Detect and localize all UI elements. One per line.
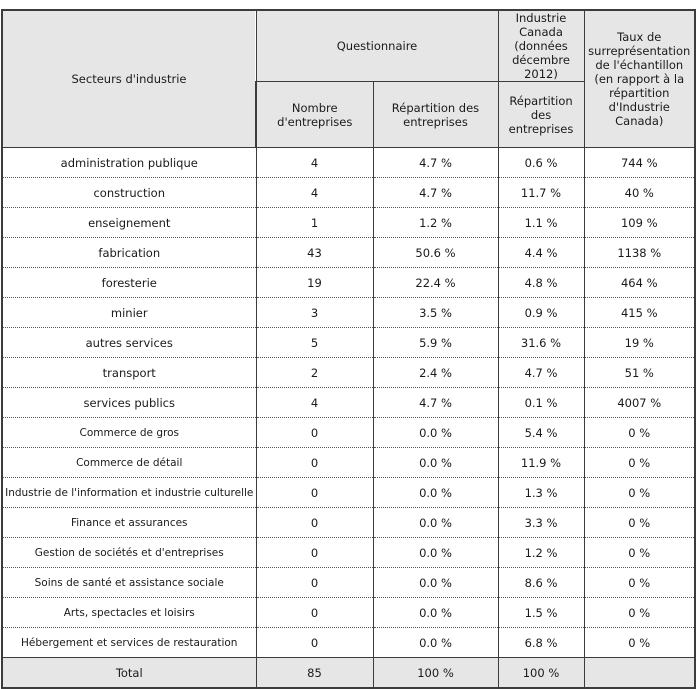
total-label: Total <box>2 658 256 689</box>
cell-ic: 0.6 % <box>498 148 584 178</box>
cell-sector: transport <box>2 358 256 388</box>
table-footer <box>2 658 695 689</box>
cell-sector: foresterie <box>2 268 256 298</box>
cell-sector: Soins de santé et assistance sociale <box>2 568 256 598</box>
cell-count: 0 <box>256 568 373 598</box>
cell-ic: 3.3 % <box>498 508 584 538</box>
header-industrie-canada: Industrie Canada (données décembre 2012) <box>498 10 584 82</box>
header-sector: Secteurs d'industrie <box>2 10 256 148</box>
total-pct: 100 % <box>373 658 498 689</box>
cell-taux: 415 % <box>584 298 695 328</box>
table-row <box>2 508 695 538</box>
cell-count: 3 <box>256 298 373 328</box>
cell-count: 4 <box>256 388 373 418</box>
cell-sector: services publics <box>2 388 256 418</box>
cell-count: 4 <box>256 148 373 178</box>
cell-count: 0 <box>256 418 373 448</box>
table-row <box>2 148 695 178</box>
cell-ic: 4.7 % <box>498 358 584 388</box>
table-row <box>2 448 695 478</box>
cell-ic: 8.6 % <box>498 568 584 598</box>
cell-pct: 5.9 % <box>373 328 498 358</box>
cell-ic: 1.5 % <box>498 598 584 628</box>
cell-sector: Industrie de l'information et industrie culturelle <box>2 478 256 508</box>
cell-ic: 1.1 % <box>498 208 584 238</box>
cell-taux: 109 % <box>584 208 695 238</box>
cell-sector: administration publique <box>2 148 256 178</box>
cell-ic: 1.3 % <box>498 478 584 508</box>
cell-pct: 0.0 % <box>373 478 498 508</box>
cell-pct: 0.0 % <box>373 598 498 628</box>
header-repartition-industrie-canada: Répartition des entreprises <box>498 82 584 148</box>
cell-pct: 4.7 % <box>373 178 498 208</box>
cell-ic: 0.9 % <box>498 298 584 328</box>
cell-pct: 4.7 % <box>373 148 498 178</box>
total-row <box>2 658 695 689</box>
cell-taux: 0 % <box>584 508 695 538</box>
table-row <box>2 388 695 418</box>
cell-count: 0 <box>256 508 373 538</box>
cell-count: 0 <box>256 628 373 658</box>
cell-taux: 51 % <box>584 358 695 388</box>
table-row <box>2 568 695 598</box>
header-questionnaire: Questionnaire <box>256 10 498 82</box>
cell-ic: 11.7 % <box>498 178 584 208</box>
cell-ic: 6.8 % <box>498 628 584 658</box>
table-header <box>2 10 695 148</box>
cell-ic: 4.8 % <box>498 268 584 298</box>
cell-sector: enseignement <box>2 208 256 238</box>
cell-pct: 0.0 % <box>373 418 498 448</box>
cell-count: 0 <box>256 478 373 508</box>
cell-count: 43 <box>256 238 373 268</box>
cell-taux: 0 % <box>584 568 695 598</box>
table-row <box>2 598 695 628</box>
cell-sector: Commerce de gros <box>2 418 256 448</box>
table-row <box>2 628 695 658</box>
cell-count: 0 <box>256 538 373 568</box>
cell-taux: 0 % <box>584 598 695 628</box>
cell-taux: 744 % <box>584 148 695 178</box>
cell-taux: 19 % <box>584 328 695 358</box>
cell-count: 1 <box>256 208 373 238</box>
cell-count: 2 <box>256 358 373 388</box>
cell-taux: 0 % <box>584 448 695 478</box>
cell-ic: 4.4 % <box>498 238 584 268</box>
cell-pct: 0.0 % <box>373 508 498 538</box>
cell-pct: 22.4 % <box>373 268 498 298</box>
table-row <box>2 538 695 568</box>
header-repartition-questionnaire: Répartition des entreprises <box>373 82 498 148</box>
cell-sector: autres services <box>2 328 256 358</box>
table-row <box>2 238 695 268</box>
cell-pct: 2.4 % <box>373 358 498 388</box>
header-nombre: Nombre d'entreprises <box>256 82 373 148</box>
cell-taux: 1138 % <box>584 238 695 268</box>
table-row <box>2 328 695 358</box>
cell-taux: 0 % <box>584 478 695 508</box>
cell-sector: Hébergement et services de restauration <box>2 628 256 658</box>
cell-sector: Gestion de sociétés et d'entreprises <box>2 538 256 568</box>
cell-pct: 0.0 % <box>373 628 498 658</box>
cell-ic: 31.6 % <box>498 328 584 358</box>
cell-taux: 0 % <box>584 418 695 448</box>
cell-ic: 1.2 % <box>498 538 584 568</box>
table-body <box>2 148 695 658</box>
cell-sector: minier <box>2 298 256 328</box>
cell-pct: 50.6 % <box>373 238 498 268</box>
sector-table <box>1 9 696 689</box>
cell-sector: construction <box>2 178 256 208</box>
cell-pct: 1.2 % <box>373 208 498 238</box>
cell-ic: 11.9 % <box>498 448 584 478</box>
table-row <box>2 208 695 238</box>
cell-taux: 464 % <box>584 268 695 298</box>
total-count: 85 <box>256 658 373 689</box>
cell-ic: 0.1 % <box>498 388 584 418</box>
cell-pct: 0.0 % <box>373 448 498 478</box>
cell-taux: 4007 % <box>584 388 695 418</box>
cell-pct: 3.5 % <box>373 298 498 328</box>
total-ic: 100 % <box>498 658 584 689</box>
total-taux <box>584 658 695 689</box>
cell-count: 0 <box>256 598 373 628</box>
table-row <box>2 178 695 208</box>
cell-sector: Commerce de détail <box>2 448 256 478</box>
cell-taux: 40 % <box>584 178 695 208</box>
cell-count: 4 <box>256 178 373 208</box>
cell-pct: 0.0 % <box>373 568 498 598</box>
table-row <box>2 268 695 298</box>
cell-pct: 0.0 % <box>373 538 498 568</box>
cell-ic: 5.4 % <box>498 418 584 448</box>
cell-sector: Finance et assurances <box>2 508 256 538</box>
cell-pct: 4.7 % <box>373 388 498 418</box>
cell-taux: 0 % <box>584 538 695 568</box>
header-taux: Taux de surreprésentation de l'échantillon (en rapport à la répartition d'Industrie Canada) <box>584 10 695 148</box>
cell-sector: Arts, spectacles et loisirs <box>2 598 256 628</box>
cell-taux: 0 % <box>584 628 695 658</box>
table-row <box>2 298 695 328</box>
cell-count: 19 <box>256 268 373 298</box>
table-row <box>2 418 695 448</box>
table-row <box>2 478 695 508</box>
cell-count: 5 <box>256 328 373 358</box>
table-row <box>2 358 695 388</box>
cell-count: 0 <box>256 448 373 478</box>
cell-sector: fabrication <box>2 238 256 268</box>
